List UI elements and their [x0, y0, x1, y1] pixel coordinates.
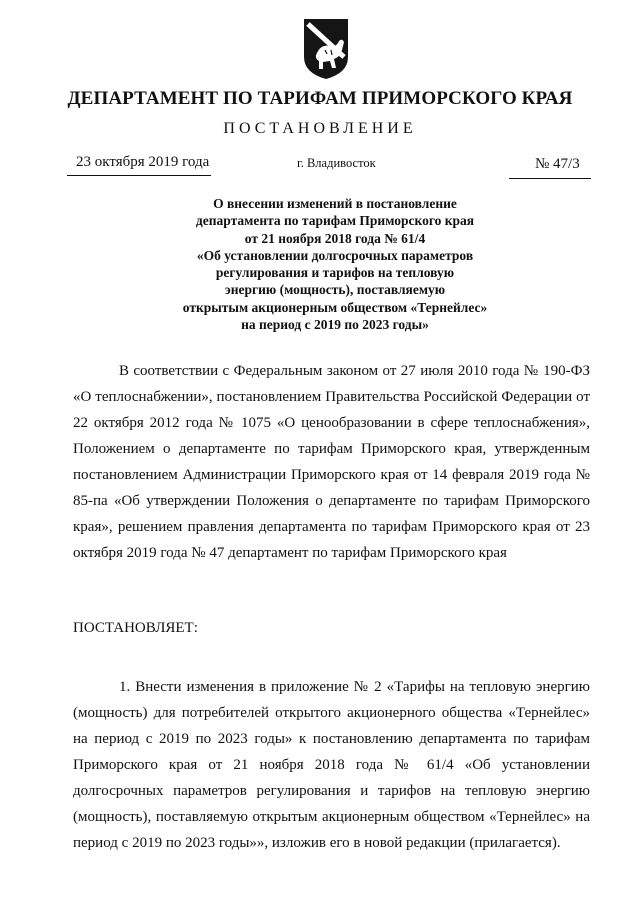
document-type: ПОСТАНОВЛЕНИЕ [223, 120, 417, 137]
title-line: от 21 ноября 2018 года № 61/4 [244, 230, 426, 246]
document-city: г. Владивосток [297, 156, 376, 170]
number-underline [509, 178, 591, 179]
preamble-paragraph: В соответствии с Федеральным законом от 27 июля 2010 года № 190-ФЗ «О теплоснабжении», постановлением Правительства Российской Федерации от 22 октября 2012 года № 1075 «О ценообразовании в сфере теплоснабжения», Положением о департаменте по тарифам Приморского края, утвержденным постановлением Администрации Приморского края от 14 февраля 2019 года № 85-па «Об утверждении Положения о департаменте по тарифам Приморского края», решением правления департамента по тарифам Приморского края от 23 октября 2019 года № 47 департамент по тарифам Приморского края [73, 363, 590, 561]
document-date: 23 октября 2019 года [76, 154, 210, 170]
department-name: ДЕПАРТАМЕНТ ПО ТАРИФАМ ПРИМОРСКОГО КРАЯ [67, 88, 573, 109]
document-title [100, 195, 570, 333]
coat-of-arms-tiger-icon [301, 17, 351, 81]
title-line: энергию (мощность), поставляемую [224, 282, 446, 298]
resolves-heading: ПОСТАНОВЛЯЕТ: [73, 620, 198, 636]
date-underline [67, 175, 211, 176]
title-line: открытым акционерным обществом «Тернейлес» [182, 299, 488, 315]
document-number: № 47/3 [535, 156, 580, 172]
title-line: «Об установлении долгосрочных параметров [196, 247, 474, 263]
title-line: О внесении изменений в постановление [213, 196, 457, 211]
item-1-paragraph: 1. Внести изменения в приложение № 2 «Тарифы на тепловую энергию (мощность) для потребителей открытого акционерного общества «Тернейлес» на период с 2019 по 2023 годы» к постановлению департамента по тарифам Приморского края от 21 ноября 2018 года № 61/4 «Об установлении долгосрочных параметров регулирования и тарифов на тепловую энергию (мощность), поставляемую открытым акционерным обществом «Тернейлес» на период с 2019 по 2023 годы»», изложив его в новой редакции (прилагается). [73, 679, 590, 851]
title-line: департамента по тарифам Приморского края [195, 213, 475, 229]
title-line: на период с 2019 по 2023 годы» [241, 317, 429, 333]
title-line: регулирования и тарифов на тепловую [215, 265, 455, 281]
